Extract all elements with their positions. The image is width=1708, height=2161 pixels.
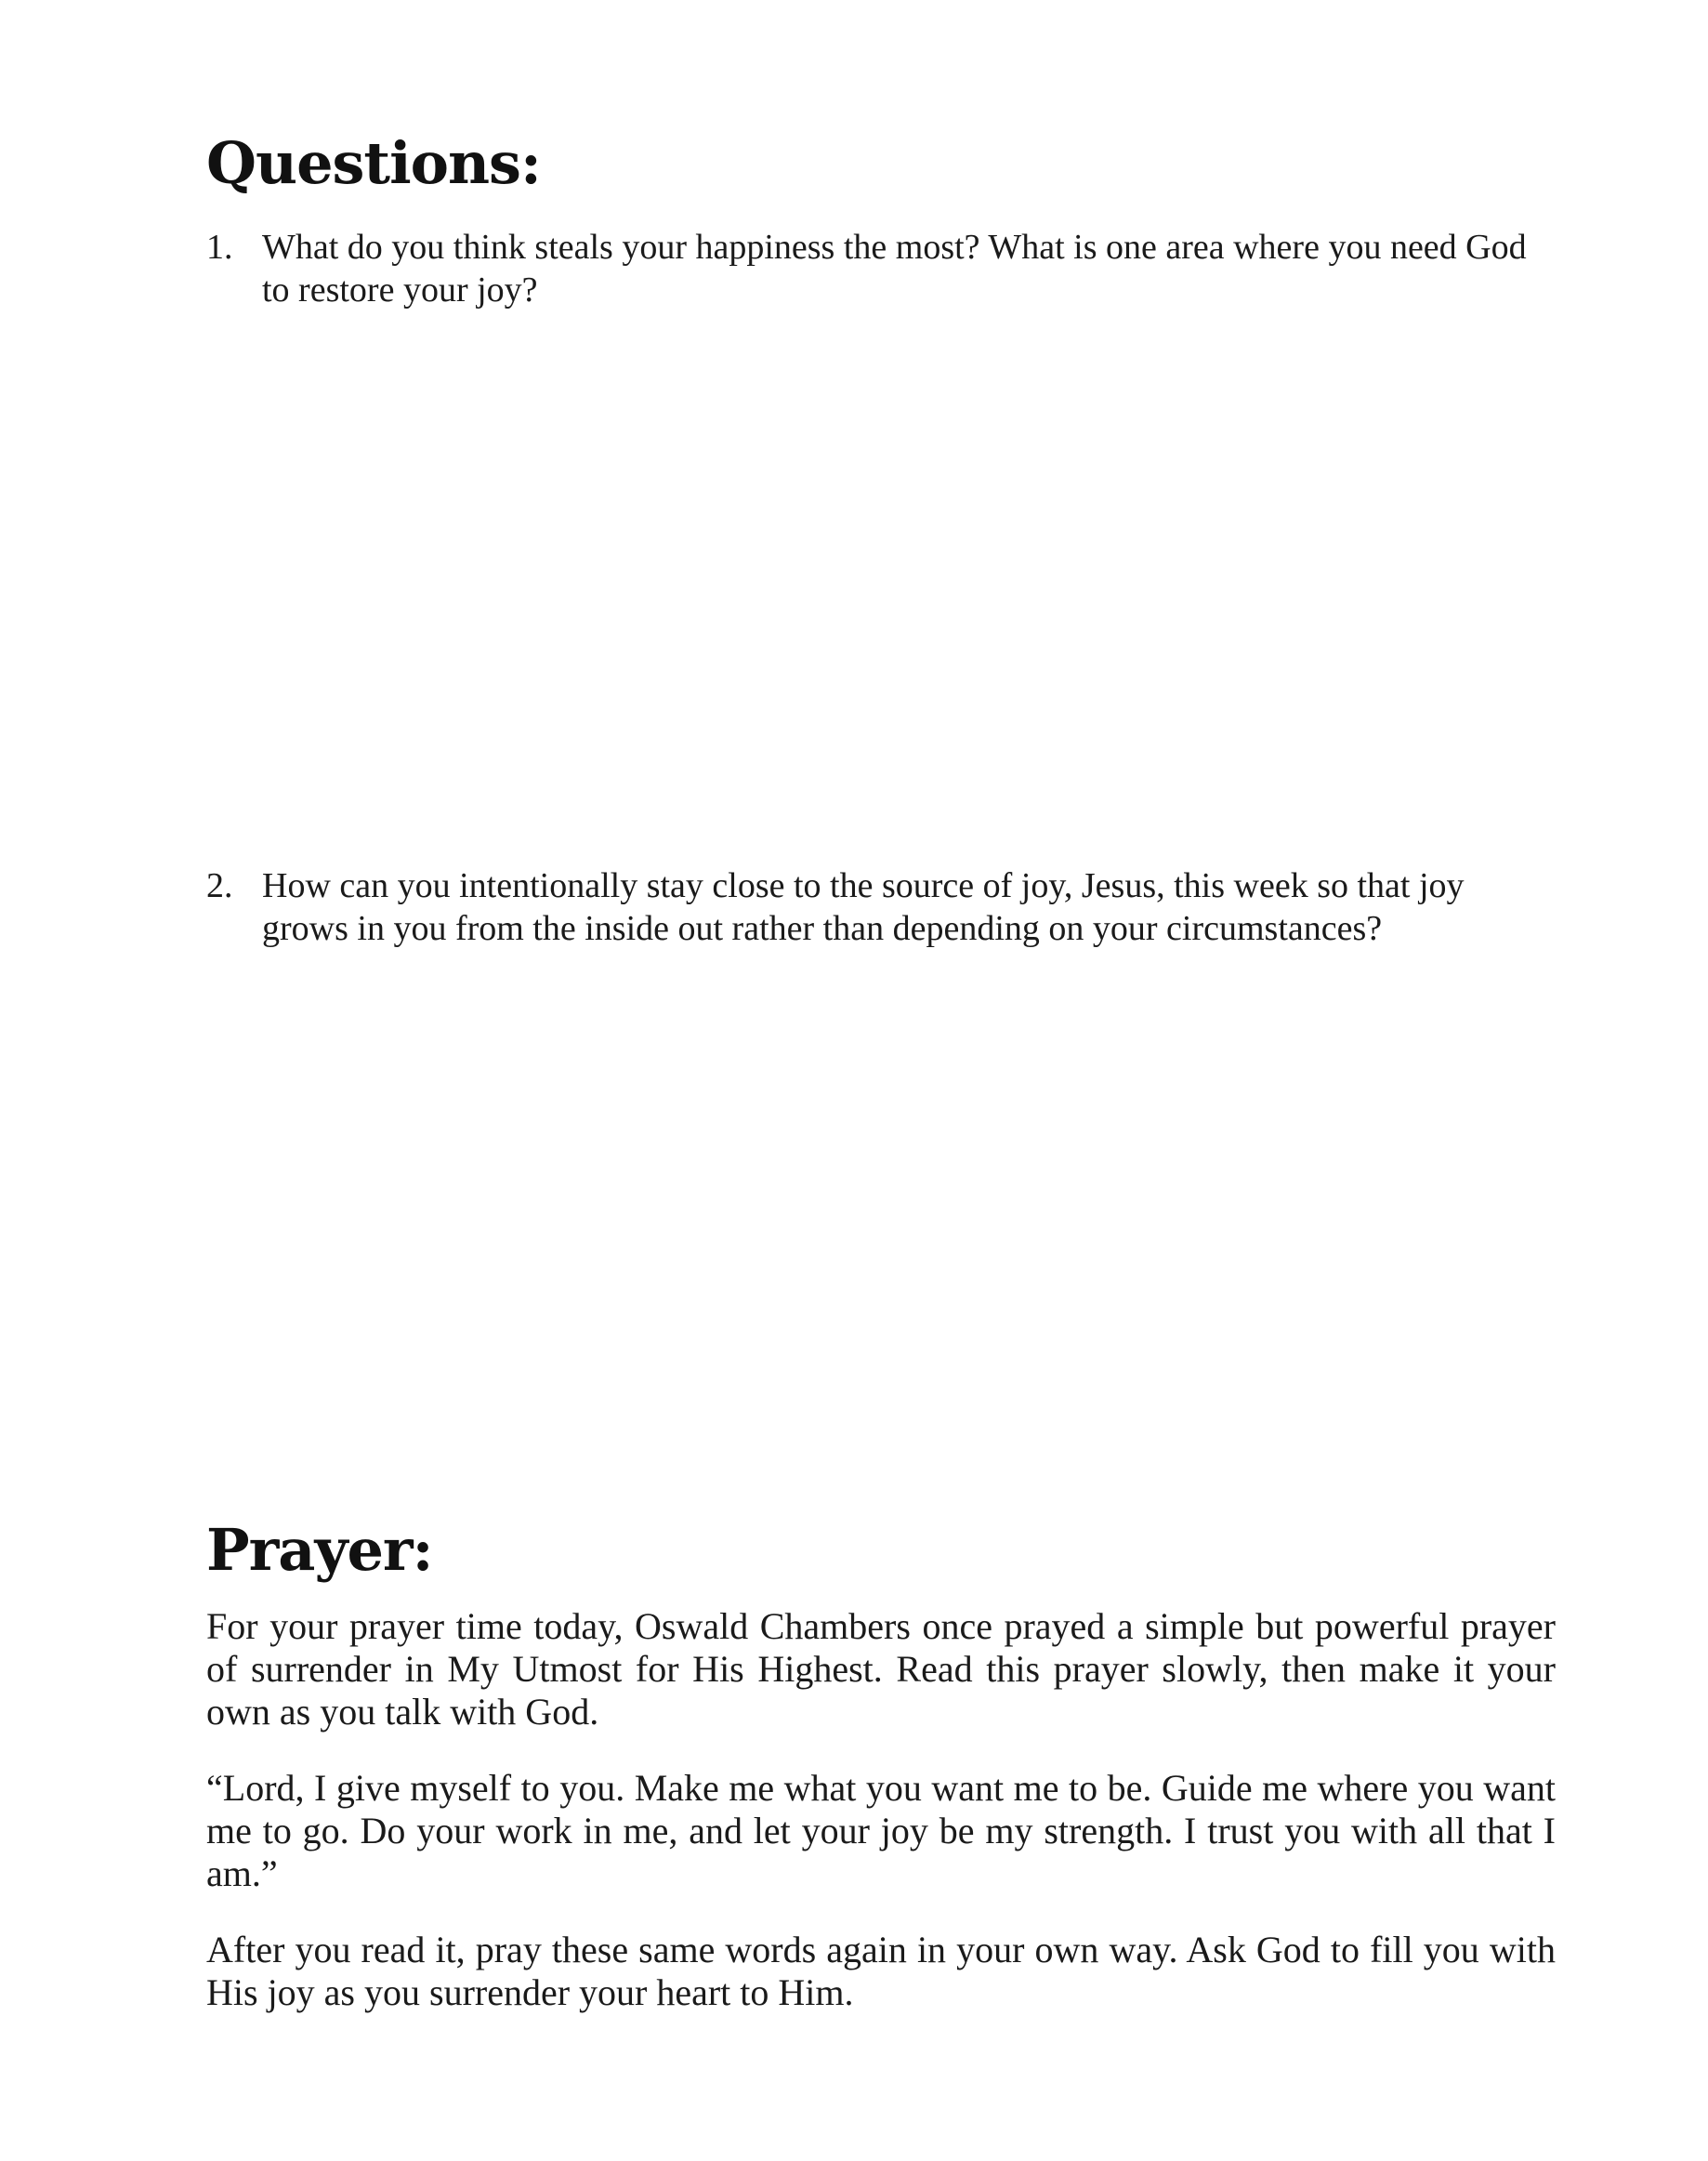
question-number: 1. bbox=[206, 228, 233, 267]
prayer-heading: Prayer: bbox=[206, 1516, 433, 1584]
questions-heading: Questions: bbox=[206, 129, 541, 197]
prayer-quote-paragraph: “Lord, I give myself to you. Make me what you want me to be. Guide me where you want me to go. Do your work in me, and let your joy be my strength. I trust you with all that I am.” bbox=[206, 1767, 1556, 1894]
prayer-closing-paragraph: After you read it, pray these same words again in your own way. Ask God to fill you with His joy as you surrender your heart to Him. bbox=[206, 1929, 1556, 2013]
question-item bbox=[206, 226, 1556, 311]
question-text: What do you think steals your happiness the most? What is one area where you need God to restore your joy? bbox=[262, 228, 1527, 310]
question-item bbox=[206, 864, 1556, 950]
question-text: How can you intentionally stay close to the source of joy, Jesus, this week so that joy grows in you from the inside out rather than depending on your circumstances? bbox=[262, 866, 1465, 948]
prayer-intro-paragraph: For your prayer time today, Oswald Chambers once prayed a simple but powerful prayer of surrender in My Utmost for His Highest. Read this prayer slowly, then make it your own as you talk with God. bbox=[206, 1605, 1556, 1733]
question-number: 2. bbox=[206, 866, 233, 905]
